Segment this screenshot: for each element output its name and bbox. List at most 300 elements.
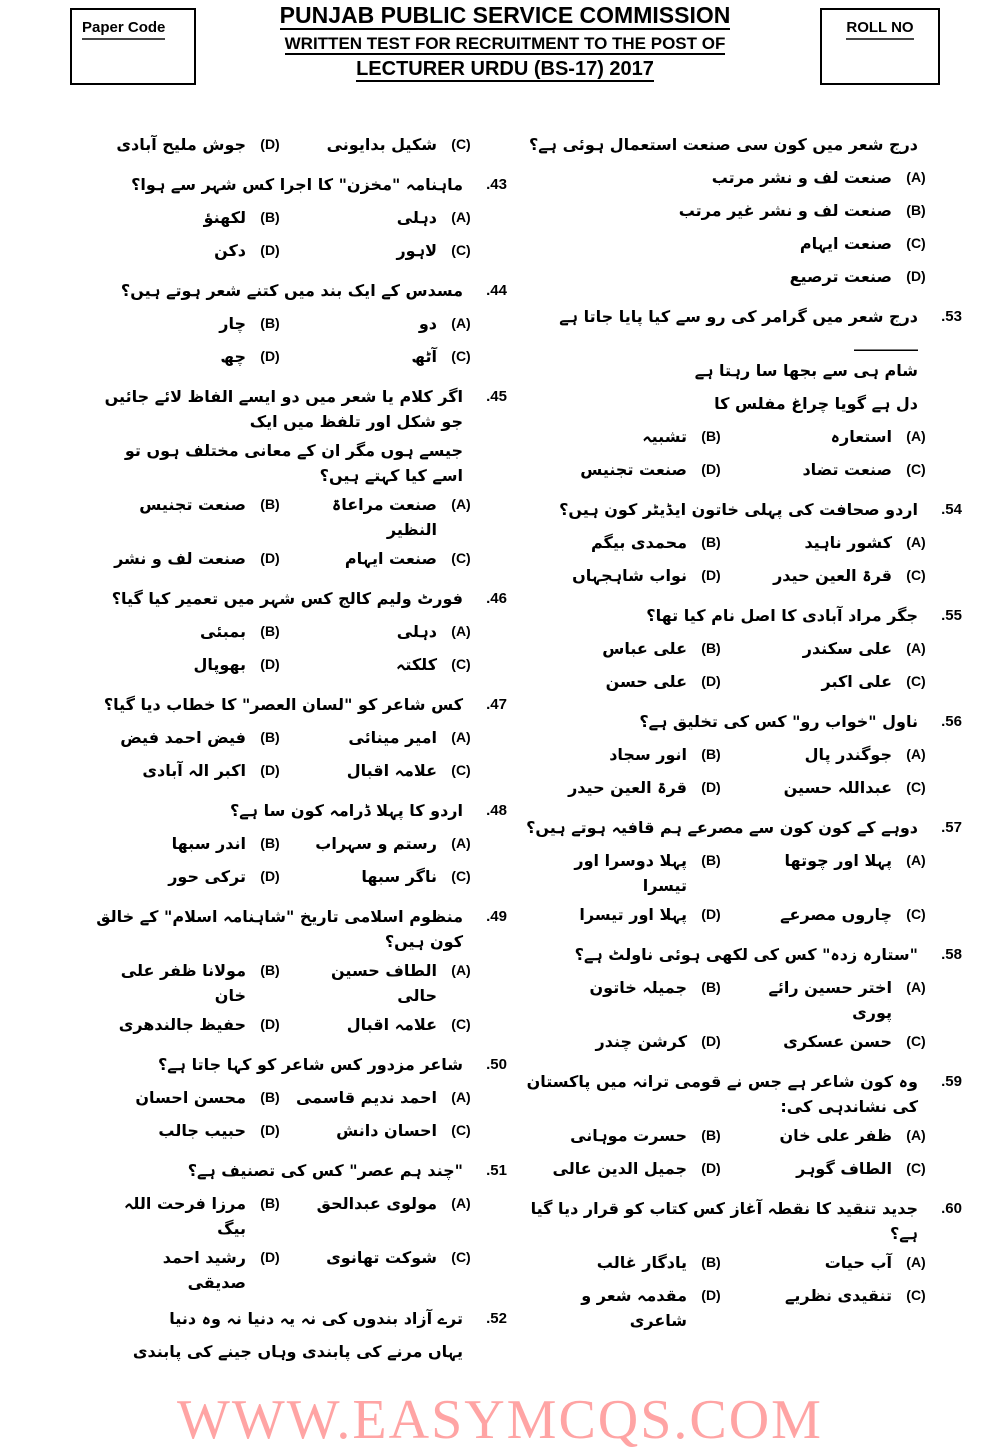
option-text: نواب شاہجہاں [572,566,687,585]
roll-no-box [820,8,940,85]
question-text: درج شعر میں گرامر کی رو سے کیا پایا جاتا ہے ________ [559,307,918,351]
option [522,198,932,223]
option-label: (C) [906,461,926,477]
option-label: (D) [701,1287,721,1303]
option [522,902,727,927]
question-stem [522,300,962,354]
question-number: .58 [941,946,962,963]
option [95,132,286,157]
question-stem [95,688,507,721]
option [522,1123,727,1148]
option [522,530,727,555]
option-text: صنعت ترصیع [789,267,892,286]
option-text: استعارہ [830,427,892,446]
question-text: یہاں مرنے کی پابندی وہاں جینے کی پابندی [132,1342,463,1361]
option-row [95,307,507,340]
option-text: لکھنؤ [203,208,246,227]
option-row [95,648,507,681]
option-text: علی عباس [602,639,687,658]
option-row [95,488,507,542]
option-text: یادگار غالب [596,1253,687,1272]
option [95,864,286,889]
option-label: (A) [906,534,926,550]
option [286,1191,477,1216]
option-label: (A) [906,746,926,762]
option-label: (C) [906,235,926,251]
question-stem [522,938,962,971]
option-row [95,1187,507,1241]
option-label: (A) [906,979,926,995]
question-text: ترے آزاد بندوں کی نہ یہ دنیا نہ وہ دنیا [169,1309,463,1328]
option [286,619,477,644]
option [727,636,932,661]
question-text: دل ہے گویا چراغ مفلس کا [714,394,918,413]
question-block [522,493,962,592]
option [95,546,286,571]
option-label: (B) [701,979,721,995]
question-block [95,582,507,681]
option-text: امیر مینائی [348,728,437,747]
option [522,563,727,588]
question-text: فورٹ ولیم کالج کس شہر میں تعمیر کیا گیا؟ [111,589,463,608]
option-row [522,227,962,260]
question-text: کس شاعر کو "لسان العصر" کا خطاب دیا گیا؟ [103,695,463,714]
option [727,1029,932,1054]
option [95,652,286,677]
option [522,1029,727,1054]
question-block [95,1302,507,1368]
question-text: ماہنامہ "مخزن" کا اجرا کس شہر سے ہوا؟ [131,175,463,194]
question-block [95,1154,507,1295]
option [522,457,727,482]
question-text: شاعر مزدور کس شاعر کو کہا جاتا ہے؟ [158,1055,463,1074]
option-label: (B) [260,835,280,851]
question-stem-continuation [522,387,962,420]
option [286,1118,477,1143]
option-text: محسن احسان [135,1088,246,1107]
option-label: (B) [260,623,280,639]
commission-title: PUNJAB PUBLIC SERVICE COMMISSION [279,2,731,28]
option-text: جمیل الدین عالی [552,1159,687,1178]
question-text: منظوم اسلامی تاریخ "شاہنامہ اسلام" کے خالق کون ہیں؟ [96,907,463,951]
option-label: (A) [451,315,471,331]
option-text: صنعت لف و نشر [114,549,246,568]
option [522,669,727,694]
option-text: حبیب جالب [158,1121,246,1140]
option-text: اختر حسین رائے پوری [768,978,892,1022]
option-text: الطاف گوہر [796,1159,892,1178]
option [522,1283,727,1333]
post-title: LECTURER URDU (BS-17) 2017 [356,58,654,80]
question-block [95,1048,507,1147]
option-label: (C) [451,868,471,884]
option-label: (B) [701,640,721,656]
question-stem [522,1192,962,1246]
question-text: ناول "خواب رو" کس کی تخلیق ہے؟ [639,712,918,731]
question-stem-continuation [95,1335,507,1368]
option [286,958,477,1008]
option-row [95,754,507,787]
option-text: علامہ اقبال [346,1015,437,1034]
option-text: صنعت لف و نشر غیر مرتب [678,201,892,220]
question-text: جگر مراد آبادی کا اصل نام کیا تھا؟ [646,606,918,625]
question-number: .56 [941,713,962,730]
option-text: جوگندر پال [804,745,892,764]
option-text: بھوپال [193,655,246,674]
option-label: (D) [260,242,280,258]
option-label: (A) [451,623,471,639]
option-row [522,971,962,1025]
option-label: (D) [260,1122,280,1138]
question-number: .45 [486,388,507,405]
option-text: آٹھ [411,347,437,366]
option-row [522,632,962,665]
option [95,238,286,263]
option-row [522,420,962,453]
option-row [522,194,962,227]
option-label: (A) [906,1127,926,1143]
question-block [522,1192,962,1333]
option [95,831,286,856]
option-text: جوش ملیح آبادی [116,135,246,154]
option-label: (C) [451,762,471,778]
question-text: شام ہی سے بجھا سا رہتا ہے [694,361,918,380]
option-text: ترکی حور [168,867,246,886]
option-text: شکیل بدایونی [326,135,437,154]
option [286,311,477,336]
option-text: پہلا اور چوتھا [784,851,892,870]
option-label: (A) [906,640,926,656]
option [522,975,727,1000]
option-row [522,161,962,194]
question-number: .53 [941,308,962,325]
option [522,742,727,767]
question-block [95,128,507,161]
option-label: (C) [451,1122,471,1138]
roll-no-label: ROLL NO [846,19,913,40]
question-block [522,300,962,486]
option-row [522,1152,962,1185]
question-block [95,168,507,267]
option-label: (C) [451,656,471,672]
option-label: (B) [260,1089,280,1105]
question-text: اردو کا پہلا ڈرامہ کون سا ہے؟ [230,801,463,820]
option-text: رستم و سہراب [315,834,437,853]
option-label: (A) [906,428,926,444]
question-stem-continuation [522,354,962,387]
option [95,1085,286,1110]
question-block [95,794,507,893]
option-row [522,771,962,804]
header-subtitle-line [205,34,805,54]
option [286,652,477,677]
option-label: (D) [260,1016,280,1032]
option-label: (A) [906,1254,926,1270]
header-post-line [205,58,805,81]
question-number: .47 [486,696,507,713]
question-block [95,380,507,575]
option [286,205,477,230]
option-text: آب حیات [824,1253,892,1272]
question-text: اگر کلام یا شعر میں دو ایسے الفاظ لائے جائیں جو شکل اور تلفظ میں ایک [104,387,463,431]
question-stem [522,128,962,161]
option-text: دو [418,314,437,333]
option [727,563,932,588]
option-label: (C) [451,550,471,566]
question-block [522,599,962,698]
question-block [522,705,962,804]
option-label: (C) [906,673,926,689]
question-number: .43 [486,176,507,193]
question-text: اردو صحافت کی پہلی خاتون ایڈیٹر کون ہیں؟ [559,500,918,519]
option-text: تشبیہ [642,427,687,446]
question-number: .51 [486,1162,507,1179]
option [727,1156,932,1181]
option [727,424,932,449]
option-row [95,1008,507,1041]
option-text: جمیلہ خاتون [589,978,687,997]
option-row [522,260,962,293]
option-text: صنعت تضاد [802,460,892,479]
option [727,848,932,873]
question-stem [522,599,962,632]
option [286,546,477,571]
question-stem [95,1048,507,1081]
option-text: حسرت موہانی [570,1126,687,1145]
option-label: (B) [260,315,280,331]
option-label: (B) [701,852,721,868]
question-stem [95,380,507,434]
option-text: فیض احمد فیض [120,728,246,747]
option-text: علامہ اقبال [346,761,437,780]
option [727,775,932,800]
question-block [522,1065,962,1185]
question-stem [95,1154,507,1187]
option-text: دکن [214,241,246,260]
option-text: مولانا ظفر علی خان [120,961,246,1005]
option-label: (D) [260,348,280,364]
paper-code-label: Paper Code [82,19,165,40]
option [286,831,477,856]
question-text: درج شعر میں کون سی صنعت استعمال ہوئی ہے؟ [529,135,918,154]
option-row [95,128,507,161]
option-text: دہلی [396,208,437,227]
option-label: (D) [701,906,721,922]
option-label: (A) [451,1195,471,1211]
question-number: .46 [486,590,507,607]
option [522,848,727,898]
option [522,1250,727,1275]
option-text: اکبر الہ آبادی [142,761,246,780]
option [95,958,286,1008]
option-label: (D) [701,673,721,689]
option-row [522,1246,962,1279]
option-label: (C) [451,348,471,364]
option [95,1118,286,1143]
option-text: مولوی عبدالحق [316,1194,437,1213]
option [727,975,932,1025]
question-number: .60 [941,1200,962,1217]
option-label: (A) [906,169,926,185]
option [95,725,286,750]
question-number: .55 [941,607,962,624]
option [95,205,286,230]
option-text: محمدی بیگم [590,533,687,552]
option [727,1283,932,1308]
option-text: حسن عسکری [783,1032,892,1051]
question-number: .49 [486,908,507,925]
option [522,1156,727,1181]
test-subtitle: WRITTEN TEST FOR RECRUITMENT TO THE POST OF [284,34,726,53]
option-text: شوکت تھانوی [326,1248,437,1267]
option [727,1250,932,1275]
option-label: (D) [260,1249,280,1265]
option-text: علی سکندر [802,639,892,658]
option [95,1191,286,1241]
option [727,457,932,482]
question-block [522,938,962,1058]
question-stem [95,1302,507,1335]
option-label: (D) [701,567,721,583]
option-row [522,453,962,486]
option [286,725,477,750]
option-text: قرۃ العین حیدر [568,778,687,797]
option-label: (D) [260,136,280,152]
option [95,492,286,517]
question-block [95,688,507,787]
question-stem [95,168,507,201]
option-text: احسان دانش [336,1121,437,1140]
option-label: (D) [701,779,721,795]
option-label: (D) [701,1033,721,1049]
option-label: (D) [260,868,280,884]
option [95,758,286,783]
option [727,1123,932,1148]
question-block [95,900,507,1041]
question-stem [522,705,962,738]
option-text: چاروں مصرعے [780,905,892,924]
option-text: صنعت ایہام [344,549,437,568]
option [286,238,477,263]
option-label: (C) [906,779,926,795]
option-label: (C) [906,1160,926,1176]
option-text: صنعت تجنیس [139,495,246,514]
questions-right-column [522,128,962,1333]
option [286,1012,477,1037]
option-label: (C) [906,1033,926,1049]
option-text: اندر سبھا [171,834,246,853]
option [95,1012,286,1037]
question-text: مسدس کے ایک بند میں کتنے شعر ہوتے ہیں؟ [120,281,463,300]
option-text: چار [219,314,246,333]
option-text: ناگر سبھا [361,867,437,886]
option-row [95,860,507,893]
option-text: احمد ندیم قاسمی [295,1088,437,1107]
option-text: ظفر علی خان [779,1126,892,1145]
option-label: (D) [260,762,280,778]
option-text: انور سجاد [609,745,687,764]
option-row [522,1279,962,1333]
option-label: (D) [260,550,280,566]
option-text: دہلی [396,622,437,641]
question-block [522,128,962,293]
option-label: (D) [701,461,721,477]
option-row [522,898,962,931]
option-text: صنعت ایہام [799,234,892,253]
watermark: WWW.EASYMCQS.COM [177,1389,823,1451]
option-label: (C) [906,567,926,583]
option-text: کشور ناہید [804,533,892,552]
option-text: لاہور [396,241,437,260]
option [95,1245,286,1295]
option-label: (A) [451,209,471,225]
question-number: .44 [486,282,507,299]
question-stem [95,794,507,827]
option-text: صنعت تجنیس [580,460,687,479]
option-label: (A) [451,1089,471,1105]
option-label: (C) [906,1287,926,1303]
option [286,344,477,369]
option [727,742,932,767]
option [522,775,727,800]
question-text: "چند ہم عصر" کس کی تصنیف ہے؟ [187,1161,463,1180]
option-row [95,1241,507,1295]
option [522,264,932,289]
question-text: جیسے ہوں مگر ان کے معانی مختلف ہوں تو اسے کیا کہتے ہیں؟ [124,441,463,485]
option-label: (B) [260,729,280,745]
question-stem [522,811,962,844]
option-row [95,234,507,267]
question-block [95,274,507,373]
option [522,636,727,661]
option-text: الطاف حسین حالی [331,961,437,1005]
option-row [95,615,507,648]
option [286,132,477,157]
question-text: "ستارہ زدہ" کس کی لکھی ہوئی ناولٹ ہے؟ [574,945,918,964]
option [522,424,727,449]
option-label: (A) [906,852,926,868]
option [727,902,932,927]
option-label: (A) [451,729,471,745]
option-label: (B) [260,209,280,225]
questions-left-column [95,128,507,1368]
question-stem [95,900,507,954]
option-text: مقدمہ شعر و شاعری [581,1286,687,1330]
option [286,1245,477,1270]
option-label: (B) [701,1127,721,1143]
question-stem [522,1065,962,1119]
option-label: (C) [451,136,471,152]
option [522,231,932,256]
question-stem [95,274,507,307]
question-text: وہ کون شاعر ہے جس نے قومی ترانہ میں پاکستان کی نشاندہی کی: [526,1072,918,1116]
option-row [95,340,507,373]
option-text: پہلا اور تیسرا [579,905,687,924]
option-text: صنعت لف و نشر مرتب [711,168,892,187]
question-text: دوہے کے کون کون سے مصرعے ہم قافیہ ہوتے ہیں؟ [526,818,918,837]
option-row [522,738,962,771]
option-label: (B) [906,202,926,218]
option-label: (C) [451,242,471,258]
option [286,1085,477,1110]
option-row [95,827,507,860]
question-number: .54 [941,501,962,518]
option-label: (D) [701,1160,721,1176]
option-text: تنقیدی نظریے [785,1286,892,1305]
option-label: (A) [451,962,471,978]
paper-code-box [70,8,196,85]
option-text: کرشن چندر [595,1032,687,1051]
